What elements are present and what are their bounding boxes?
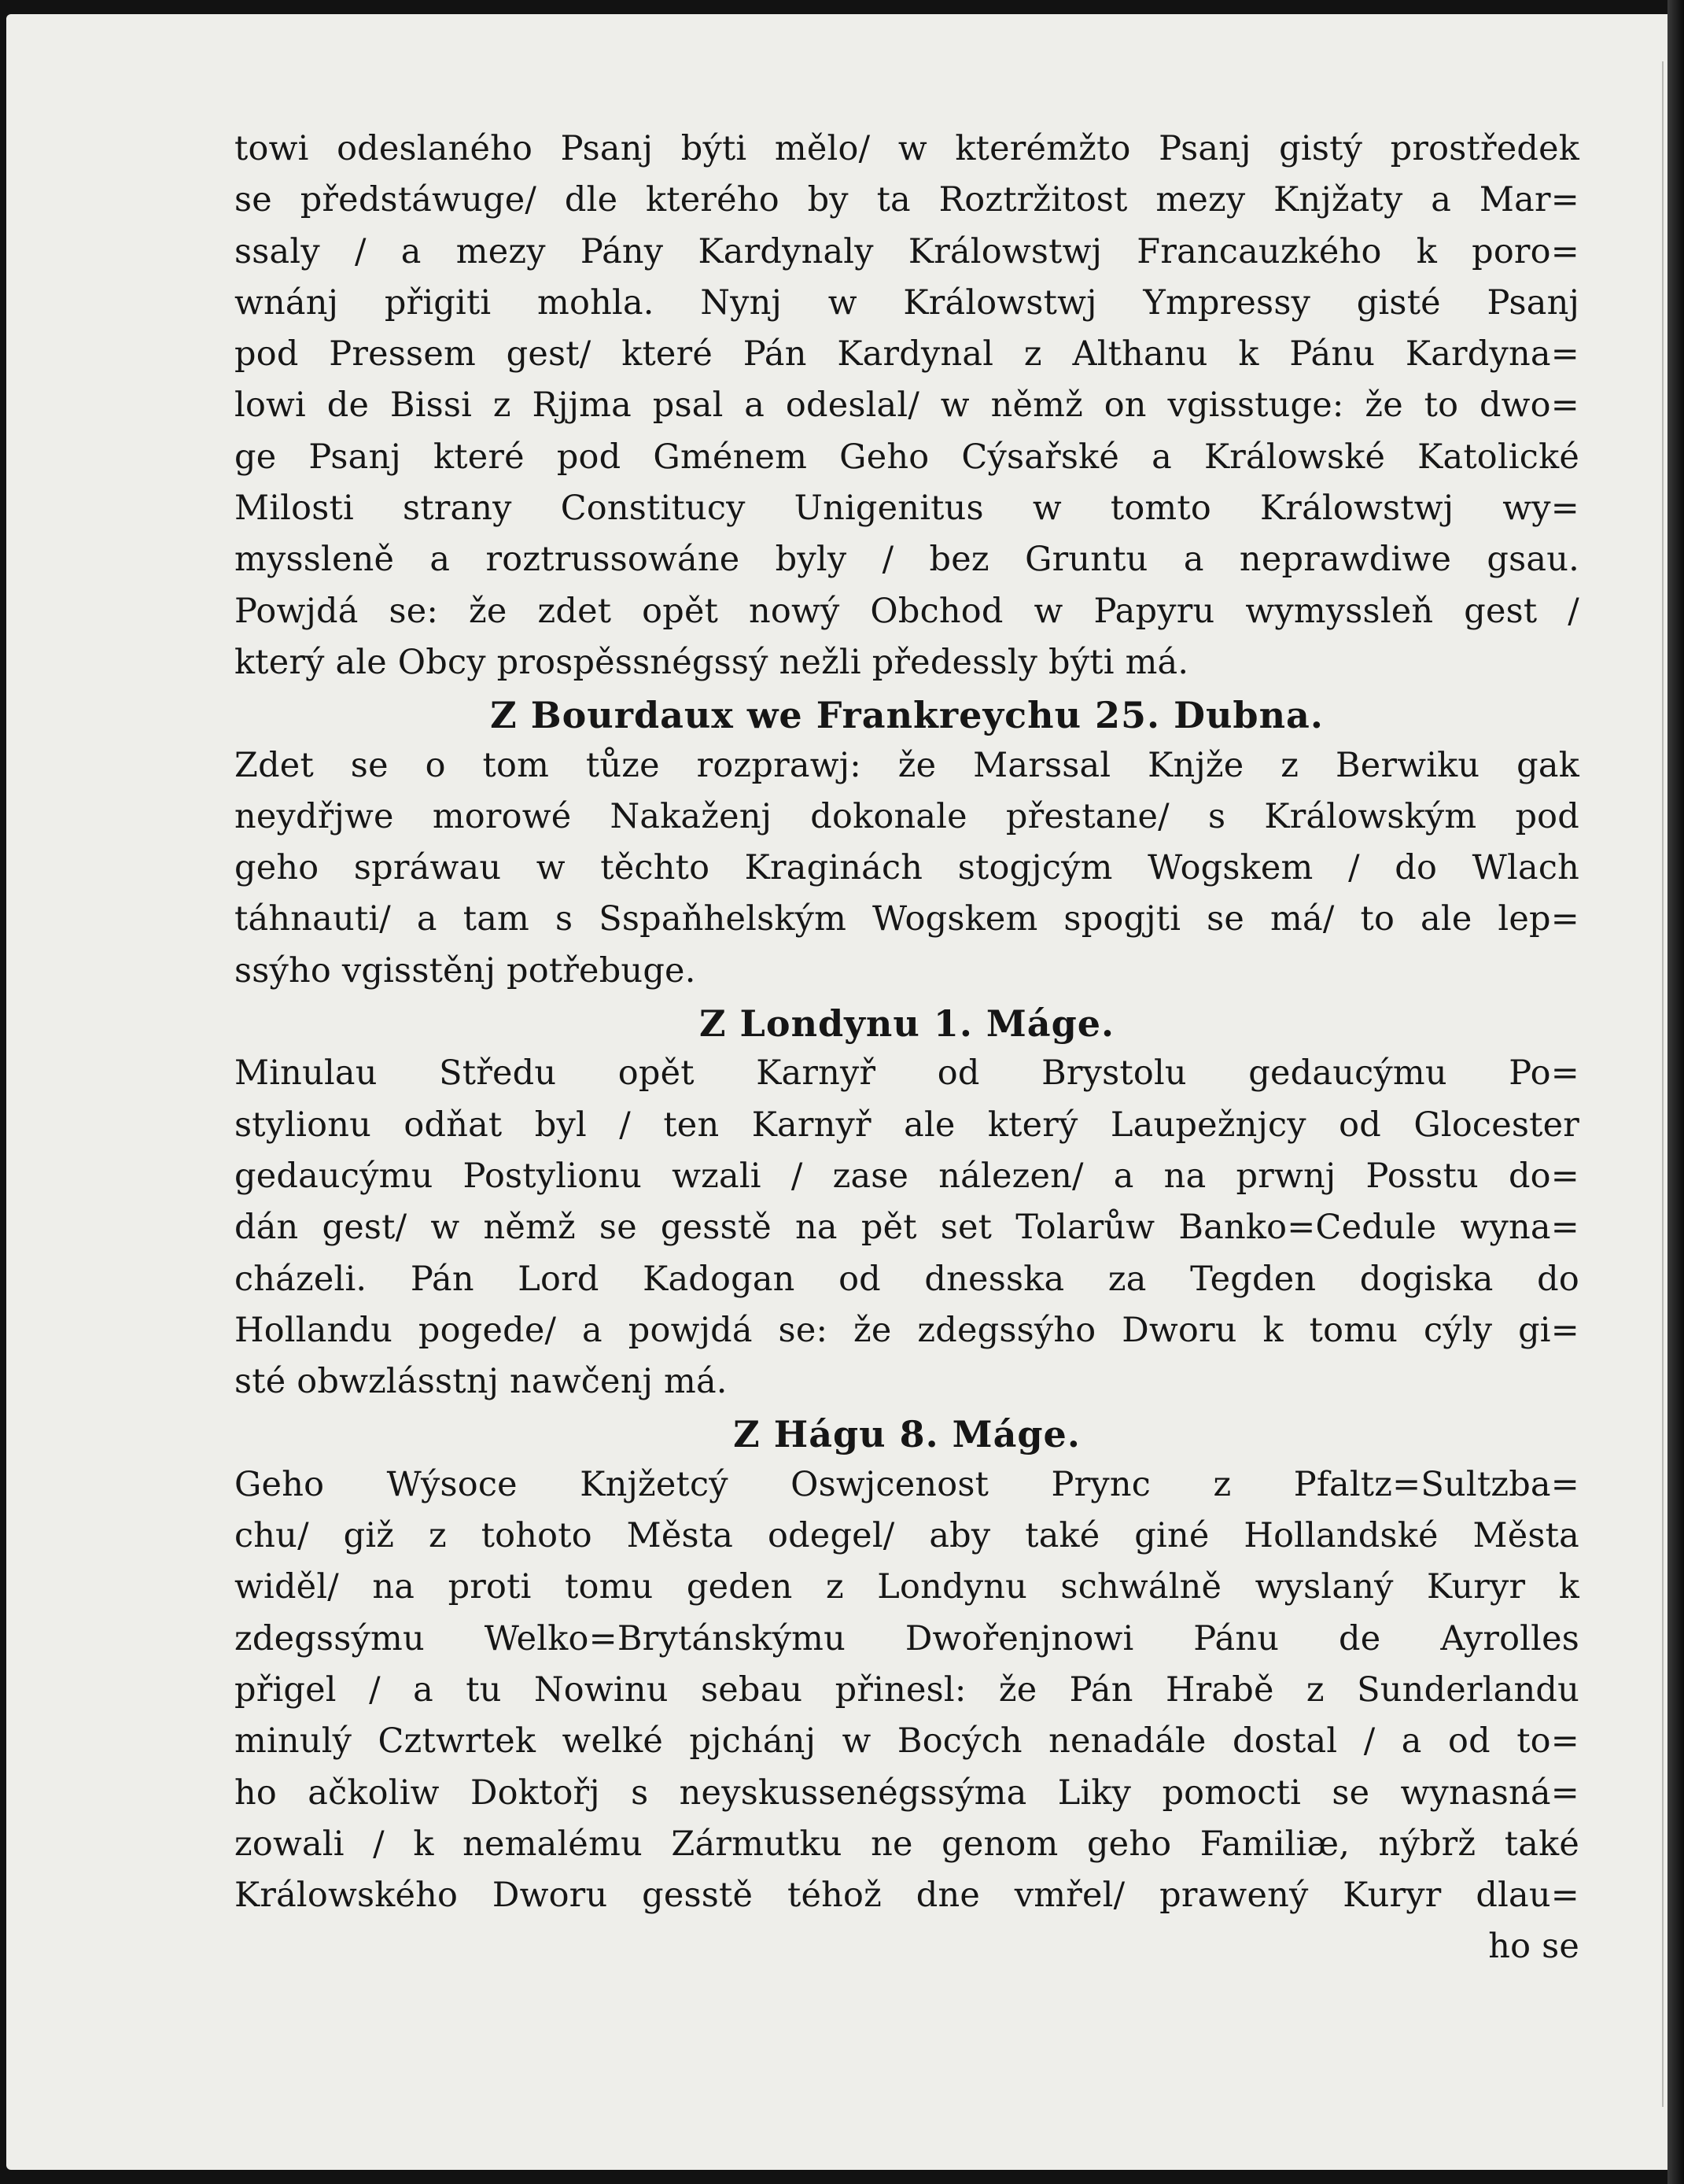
text-line: wnánj přigiti mohla. Nynj w Králowstwj Ympressy gisté Psanj — [234, 282, 1579, 323]
text-line: neydřjwe morowé Nakaženj dokonale přestane/ s Králowským pod — [234, 796, 1579, 836]
text-line: gedaucýmu Postylionu wzali / zase nálezen/ a na prwnj Posstu do= — [234, 1156, 1579, 1196]
text-line: dán gest/ w němž se gesstě na pět set Tolarůw Banko=Cedule wyna= — [234, 1208, 1579, 1248]
binding-shadow — [1667, 0, 1684, 2184]
section-heading: Z Bourdaux we Frankreychu 25. Dubna. — [490, 694, 1324, 737]
text-line: zowali / k nemalému Zármutku ne genom geho Familiæ, nýbrž také — [234, 1824, 1579, 1864]
text-line: Minulau Středu opět Karnyř od Brystolu gedaucýmu Po= — [234, 1053, 1579, 1094]
text-line: přigel / a tu Nowinu sebau přinesl: že Pán Hrabě z Sunderlandu — [234, 1669, 1579, 1710]
text-line: minulý Cztwrtek welké pjchánj w Bocých nenadále dostal / a od to= — [234, 1721, 1579, 1762]
section-heading: Z Londynu 1. Máge. — [698, 1002, 1115, 1046]
section-heading: Z Hágu 8. Máge. — [733, 1413, 1081, 1456]
text-line: ssaly / a mezy Pány Kardynaly Králowstwj Francauzkého k poro= — [234, 231, 1579, 271]
text-line: Geho Wýsoce Knjžetcý Oswjcenost Prync z Pfaltz=Sultzba= — [234, 1464, 1579, 1504]
text-line: pod Pressem gest/ které Pán Kardynal z Althanu k Pánu Kardyna= — [234, 334, 1579, 374]
text-line: který ale Obcy prospěssnégssý nežli předessly býti má. — [234, 642, 1189, 682]
catchword: ho se — [1488, 1927, 1579, 1967]
text-line: Milosti strany Constitucy Unigenitus w tomto Králowstwj wy= — [234, 489, 1579, 529]
text-line: táhnauti/ a tam s Sspaňhelským Wogskem spogjti se má/ to ale lep= — [234, 899, 1579, 939]
text-line: chu/ giž z tohoto Města odegel/ aby také giné Hollandské Města — [234, 1516, 1579, 1556]
page-edge-line — [1662, 61, 1664, 2107]
text-line: towi odeslaného Psanj býti mělo/ w kterémžto Psanj gistý prostředek — [234, 129, 1579, 168]
text-line: stylionu odňat byl / ten Karnyř ale který Laupežnjcy od Glocester — [234, 1105, 1579, 1145]
text-line: widěl/ na proti tomu geden z Londynu schwálně wyslaný Kuryr k — [234, 1567, 1579, 1607]
text-line: zdegssýmu Welko=Brytánskýmu Dwořenjnowi Pánu de Ayrolles — [234, 1618, 1579, 1658]
text-line: cházeli. Pán Lord Kadogan od dnesska za Tegden dogiska do — [234, 1259, 1579, 1299]
text-line: Zdet se o tom tůze rozprawj: že Marssal Knjže z Berwiku gak — [234, 745, 1579, 785]
text-line: myssleně a roztrussowáne byly / bez Gruntu a neprawdiwe gsau. — [234, 540, 1579, 580]
text-line: Hollandu pogede/ a powjdá se: že zdegssýho Dworu k tomu cýly gi= — [234, 1310, 1579, 1350]
text-column — [234, 129, 1579, 1982]
text-line: geho spráwau w těchto Kraginách stogjcým Wogskem / do Wlach — [234, 848, 1579, 888]
text-line: se předstáwuge/ dle kterého by ta Roztržitost mezy Knjžaty a Mar= — [234, 180, 1579, 220]
text-line: Powjdá se: že zdet opět nowý Obchod w Papyru wymyssleň gest / — [234, 591, 1579, 631]
text-line: sté obwzlásstnj nawčenj má. — [234, 1362, 728, 1402]
printed-page — [6, 14, 1675, 2170]
text-line: lowi de Bissi z Rjjma psal a odeslal/ w němž on vgisstuge: že to dwo= — [234, 386, 1579, 426]
text-line: Králowského Dworu gesstě téhož dne vmřel/ prawený Kuryr dlau= — [234, 1876, 1579, 1916]
text-line: ho ačkoliw Doktořj s neyskussenégssýma Liky pomocti se wynasná= — [234, 1773, 1579, 1813]
text-line: ge Psanj které pod Gménem Geho Cýsařské a Králowské Katolické — [234, 437, 1579, 477]
text-line: ssýho vgisstěnj potřebuge. — [234, 950, 696, 991]
